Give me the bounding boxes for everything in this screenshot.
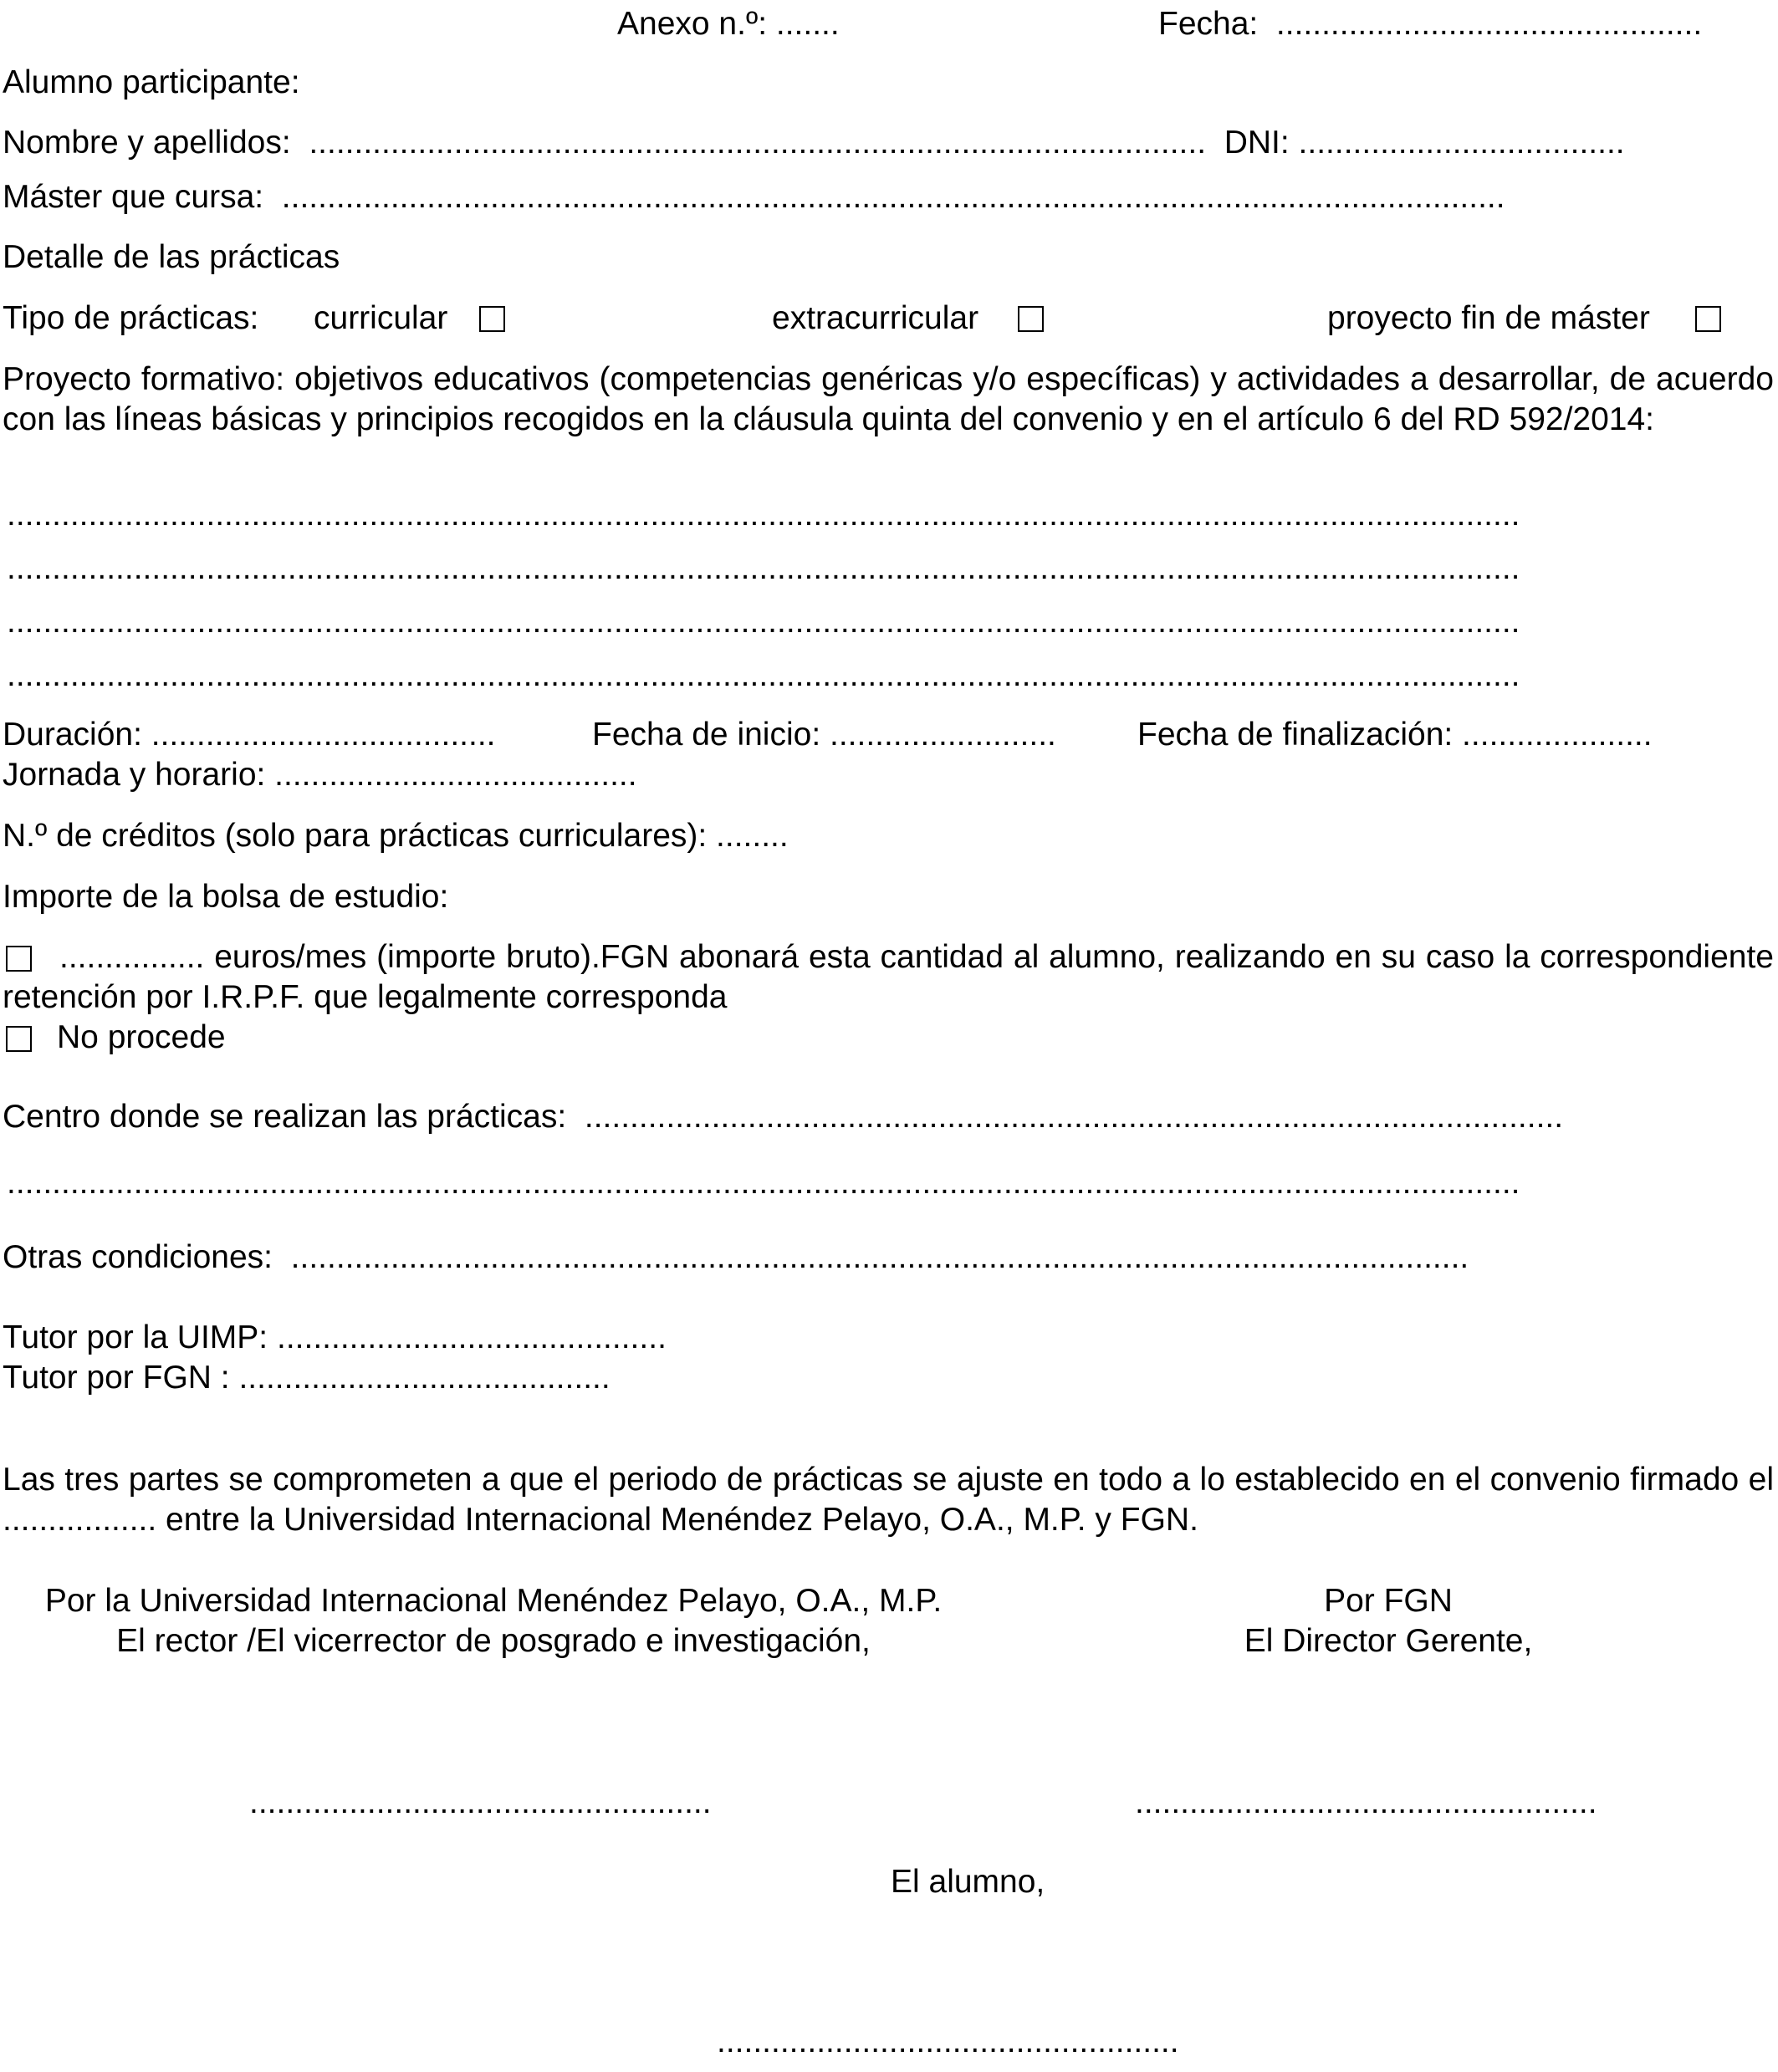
dotted-line-2: ....................................................................................................................................................................... [7,550,1520,586]
checkbox-curricular[interactable] [479,306,505,332]
master-line: Máster que cursa: ....................................................................................................................................... [3,179,1505,215]
scholarship-label: Importe de la bolsa de estudio: [3,879,449,915]
training-project-text: Proyecto formativo: objetivos educativos (competencias genéricas y/o específicas) y actividades a desarrollar, de acuerdo con las líneas básicas y principios recogidos en la cláusula quinta del convenio y en el artículo 6 del RD 592/2014: [3,361,1774,437]
tutor-fgn-field: Tutor por FGN : ......................................... [3,1360,611,1396]
duration-field: Duración: ...................................... [3,717,496,753]
date-field: Fecha: ............................................... [1158,6,1703,42]
checkbox-extracurricular[interactable] [1018,306,1044,332]
schedule-field: Jornada y horario: ........................................ [3,757,637,793]
center-dotted-line: ....................................................................................................................................................................... [7,1165,1520,1201]
student-signatory-label: El alumno, [891,1864,1045,1900]
end-date-field: Fecha de finalización: ..................... [1137,717,1653,753]
dotted-line-4: ....................................................................................................................................................................... [7,657,1520,693]
credits-field: N.º de créditos (solo para prácticas curriculares): ........ [3,818,789,854]
not-applicable-label: No procede [57,1019,226,1055]
checkbox-master-project[interactable] [1695,306,1721,332]
start-date-field: Fecha de inicio: ......................... [592,717,1056,753]
checkbox-not-applicable[interactable] [6,1026,32,1052]
tutor-uimp-field: Tutor por la UIMP: ........................................... [3,1319,667,1355]
fgn-signature-line: ................................................... [1135,1784,1597,1820]
fgn-signatory-line2: El Director Gerente, [1244,1623,1533,1659]
uimp-signatory-line2: El rector /El vicerrector de posgrado e investigación, [116,1623,871,1659]
dotted-line-1: ....................................................................................................................................................................... [7,497,1520,533]
uimp-signature-line: ................................................... [249,1784,712,1820]
uimp-signatory-line1: Por la Universidad Internacional Menéndez Pelayo, O.A., M.P. [44,1583,943,1619]
internship-type-label: Tipo de prácticas: [3,300,259,336]
option-master-project-label: proyecto fin de máster [1327,300,1650,336]
section-student: Alumno participante: [3,64,300,100]
student-signature-line: ................................................... [717,2024,1179,2059]
option-extracurricular-label: extracurricular [772,300,979,336]
section-internship-details: Detalle de las prácticas [3,239,340,275]
name-dni-line: Nombre y apellidos: ................................................................................................... DNI: .................................... [3,125,1625,161]
commitment-text: Las tres partes se comprometen a que el periodo de prácticas se ajuste en todo a lo establecido en el convenio firmado el ................. entre la Universidad Internacional Menéndez Pelayo, O.A., M.P. y FGN. [3,1462,1774,1538]
fgn-signatory-line1: Por FGN [1324,1583,1453,1619]
other-conditions-field: Otras condiciones: .................................................................................................................................. [3,1239,1469,1275]
anexo-number: Anexo n.º: ....... [617,6,840,42]
option-curricular-label: curricular [314,300,448,336]
center-field: Centro donde se realizan las prácticas: ............................................................................................................ [3,1099,1564,1135]
scholarship-amount-text: ................ euros/mes (importe bruto).FGN abonará esta cantidad al alumno, realizando en su caso la correspondiente retención por I.R.P.F. que legalmente corresponda [3,939,1774,1015]
dotted-line-3: ....................................................................................................................................................................... [7,604,1520,640]
